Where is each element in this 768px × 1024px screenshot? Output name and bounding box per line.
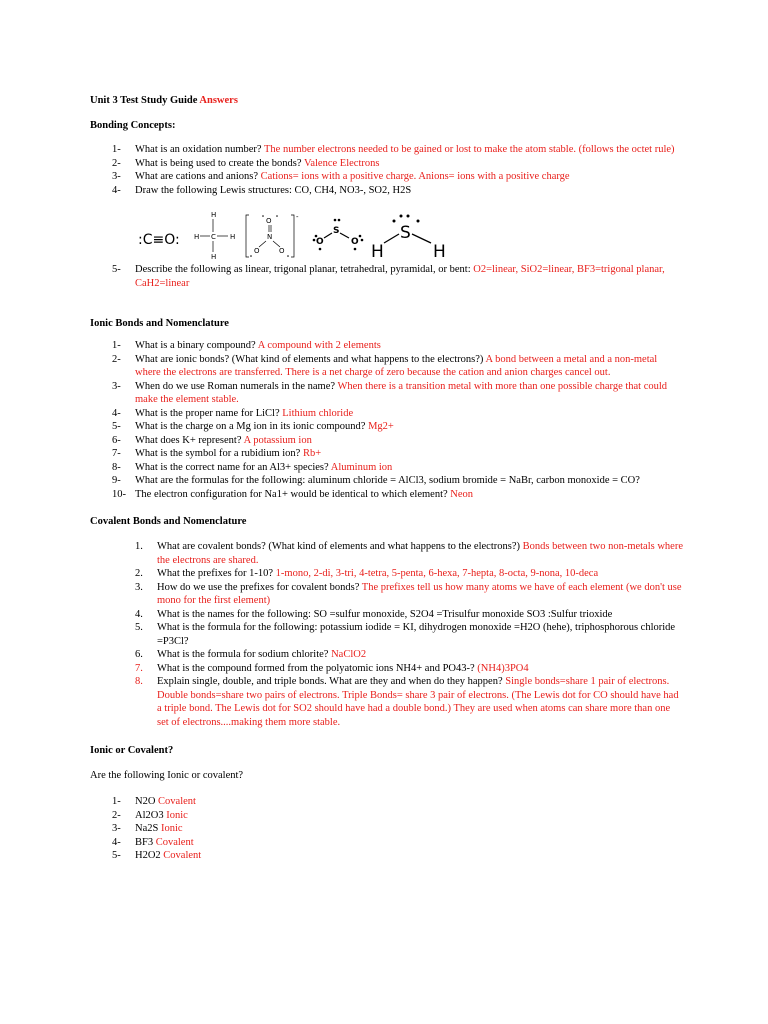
list-item: 2- What are ionic bonds? (What kind of elements and what happens to the electrons?) A bond between a metal and a non-metal where the electrons are transferred. There is a net charge of zero because the cation and anion charges cancel out. (112, 353, 658, 378)
bonding-list (112, 143, 682, 197)
list-item: 1- N2O Covalent (112, 796, 196, 807)
list-item: 8. Explain single, double, and triple bonds. What are they and when do they happen? Single bonds=share 1 pair of electrons. Double bonds=share two pairs of electrons. Triple Bonds= share 3 pair of electrons. (The Lewis dot for CO should have had a triple bond. The Lewis dot for SO2 should have had a double bond.) They are used when atoms can share more than one set of electrons....making them more stable. (135, 676, 679, 728)
prompt-text: Are the following Ionic or covalent? (90, 770, 244, 781)
lewis-structures-figure (138, 211, 468, 261)
list-item: 7- What is the symbol for a rubidium ion? Rb+ (112, 448, 322, 459)
list-item: 3- Na2S Ionic (112, 823, 183, 834)
svg-text:C: C (211, 233, 216, 241)
lewis-co: :C≡O: (138, 232, 180, 248)
list-item: 9- What are the formulas for the following: aluminum chloride = AlCl3, sodium bromide = NaBr, carbon monoxide = CO? (112, 475, 640, 486)
list-item: 3. How do we use the prefixes for covalent bonds? The prefixes tell us how many atoms we have of each element (we don't use mono for the first element) (135, 581, 682, 606)
section-heading-bonding: Bonding Concepts: (90, 120, 176, 131)
list-item: 1. What are covalent bonds? (What kind of elements and what happens to the electrons?) Bonds between two non-metals where the electrons are shared. (135, 541, 684, 566)
section-heading-ionic: Ionic Bonds and Nomenclature (90, 318, 229, 329)
page-title: Unit 3 Test Study Guide Answers (90, 95, 238, 106)
ionic-covalent-list (112, 795, 682, 863)
list-item: 1- What is a binary compound? A compound with 2 elements (112, 340, 381, 351)
svg-text:S: S (333, 226, 340, 236)
svg-text:H: H (211, 211, 217, 219)
ionic-list (112, 339, 682, 501)
list-item: 8- What is the correct name for an Al3+ species? Aluminum ion (112, 461, 393, 473)
svg-text:S: S (400, 223, 411, 243)
list-item: 1- What is an oxidation number? The number electrons needed to be gained or lost to make the atom stable. (follows the octet rule) (112, 144, 675, 155)
section-heading-covalent: Covalent Bonds and Nomenclature (90, 516, 247, 527)
svg-text:O: O (279, 247, 285, 255)
answers-label: Answers (199, 95, 238, 106)
svg-text:O: O (351, 237, 359, 247)
list-item: 10- The electron configuration for Na1+ would be identical to which element? Neon (112, 488, 474, 500)
list-item: 2- What is being used to create the bonds? Valence Electrons (112, 157, 380, 169)
svg-text:O: O (316, 237, 324, 247)
svg-text:O: O (254, 247, 260, 255)
list-item: 2. What the prefixes for 1-10? 1-mono, 2-di, 3-tri, 4-tetra, 5-penta, 6-hexa, 7-hepta, 8-octa, 9-nona, 10-deca (135, 568, 599, 579)
svg-text:N: N (267, 233, 273, 241)
list-item: 4- Draw the following Lewis structures: CO, CH4, NO3-, SO2, H2S (112, 184, 412, 196)
list-item: 5- What is the charge on a Mg ion in its ionic compound? Mg2+ (112, 421, 394, 432)
list-item: 4- BF3 Covalent (112, 836, 194, 848)
list-item: 6. What is the formula for sodium chlorite? NaClO2 (135, 649, 367, 660)
list-item: 5. What is the formula for the following: potassium iodide = KI, dihydrogen monoxide =H2O (hehe), triphosphorous chloride =P3Cl? (135, 622, 676, 647)
list-item: 7. What is the compound formed from the polyatomic ions NH4+ and PO43-? (NH4)3PO4 (135, 662, 529, 674)
svg-text:H: H (194, 233, 200, 241)
list-item: 2- Al2O3 Ionic (112, 809, 188, 821)
svg-text:H: H (211, 253, 217, 261)
lewis-ch4 (194, 211, 235, 261)
list-item: 3- What are cations and anions? Cations= ions with a positive charge. Anions= ions with a positive charge (112, 171, 570, 182)
lewis-so2 (313, 219, 364, 251)
bonding-list-cont (112, 263, 682, 290)
svg-text:H: H (371, 242, 384, 261)
list-item: 4. What is the names for the following: SO =sulfur monoxide, S2O4 =Trisulfur monoxide SO3 :Sulfur trioxide (135, 608, 613, 620)
svg-text:H: H (230, 233, 236, 241)
list-item: 3- When do we use Roman numerals in the name? When there is a transition metal with more than one possible charge that could make the element stable. (112, 380, 668, 405)
section-heading-ionic-or-covalent: Ionic or Covalent? (90, 745, 174, 756)
svg-text:H: H (433, 242, 446, 261)
list-item: 4- What is the proper name for LiCl? Lithium chloride (112, 407, 354, 419)
svg-text:O: O (266, 217, 272, 225)
list-item: 6- What does K+ represent? A potassium ion (112, 434, 312, 446)
list-item: 5- Describe the following as linear, trigonal planar, tetrahedral, pyramidal, or bent: O2=linear, SiO2=linear, BF3=trigonal planar, CaH2=linear (112, 264, 665, 289)
covalent-list (135, 540, 683, 729)
svg-text:-: - (296, 213, 299, 221)
list-item: 5- H2O2 Covalent (112, 850, 202, 861)
lewis-h2s (371, 215, 446, 262)
lewis-no3 (246, 213, 299, 257)
